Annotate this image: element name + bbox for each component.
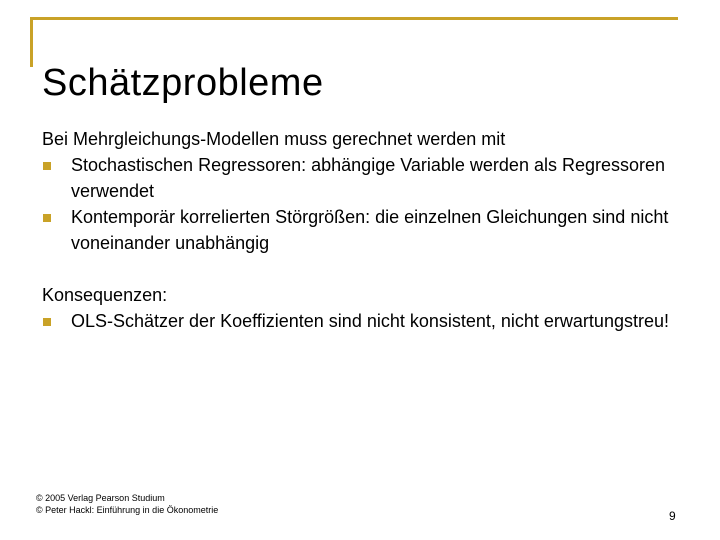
page-number: 9: [669, 509, 676, 523]
section2-intro: Konsequenzen:: [42, 285, 168, 305]
list-item: [42, 204, 682, 256]
copyright-line: © Peter Hackl: Einführung in die Ökonometrie: [36, 505, 219, 515]
bullet-text: OLS-Schätzer der Koeffizienten sind nicht konsistent, nicht erwartungstreu!: [71, 311, 669, 331]
spacer: [42, 256, 682, 282]
square-bullet-icon: [43, 318, 51, 326]
section1-list: [42, 152, 682, 256]
section1-intro: Bei Mehrgleichungs-Modellen muss gerechnet werden mit: [42, 129, 506, 149]
bullet-text: Kontemporär korrelierten Störgrößen: die einzelnen Gleichungen sind nicht voneinander unabhängig: [71, 207, 669, 253]
copyright-line: © 2005 Verlag Pearson Studium: [36, 493, 165, 503]
slide-title: Schätzprobleme: [42, 62, 324, 104]
copyright-footer: [36, 492, 218, 516]
bullet-text: Stochastischen Regressoren: abhängige Variable werden als Regressoren verwendet: [71, 155, 666, 201]
square-bullet-icon: [43, 214, 51, 222]
slide-body: [42, 126, 682, 334]
list-item: [42, 308, 682, 334]
list-item: [42, 152, 682, 204]
top-accent-line: [30, 17, 678, 20]
square-bullet-icon: [43, 162, 51, 170]
left-accent-line: [30, 17, 33, 67]
section2-list: [42, 308, 682, 334]
